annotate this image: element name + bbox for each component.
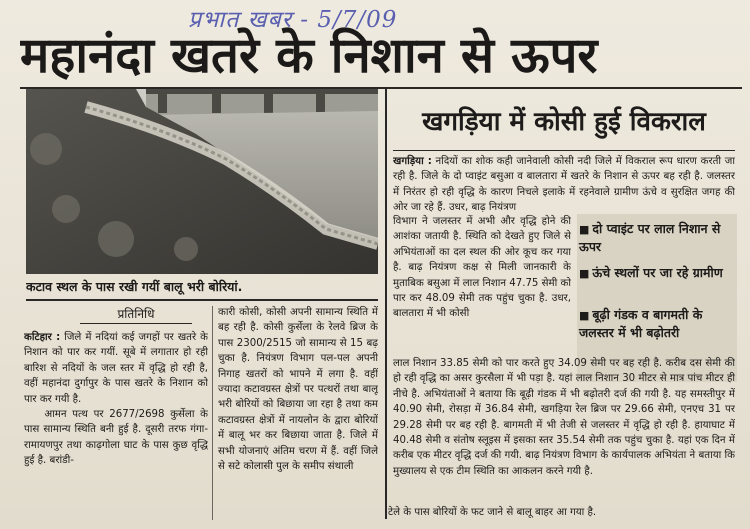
bullet-icon: ■	[579, 267, 590, 280]
handwritten-source-date: प्रभात खबर - 5/7/09	[188, 7, 398, 33]
caption-rule	[26, 299, 378, 301]
left-story-column-2	[218, 305, 378, 520]
left-story-column-1	[24, 330, 208, 520]
story-paragraph: आमन पत्थ पर 2677/2698 कुर्सेला के पास सामान्य स्थिति बनी हुई है. दूसरी तरफ गंगा-रामायणपुर तथा काढ़गोला घाट के पास कुछ वृद्धि हुई है. बरांडी-	[24, 409, 208, 467]
column-divider	[385, 89, 387, 519]
story-text: नदियों का शोक कही जानेवाली कोसी नदी जिले में विकराल रूप धारण करती जा रही है. जिले के दो प्वाइंट बसुआ व बालतारा में खतरे के निशान से ऊपर बह रही है. जलस्तर में निरंतर हो रही वृद्धि के कारण निचले इलाके में रहनेवाले ग्रामीण ऊंचे व सुरक्षित जगह की ओर जा रहे हैं. उधर, बाढ़ नियंत्रण	[393, 156, 735, 214]
photo-illustration	[26, 89, 378, 274]
dateline: खगड़िया :	[393, 156, 432, 167]
highlight-item: ■ बूढ़ी गंडक व बागमती के जलस्तर में भी बढ़ोतरी	[579, 307, 703, 340]
bullet-icon: ■	[579, 309, 590, 322]
story-text: लाल निशान 33.85 सेमी को पार करते हुए 34.09 सेमी पर बह रही है. करीब दस सेमी की हो रही वृद्धि का असर कुरसैला में भी पड़ा है. यहां लाल निशान 30 मीटर से मात्र पांच मीटर ही नीचे है. अभियंताओं ने बताया कि बूढ़ी गंडक में भी बढ़ोतरी दर्ज की गयी है. यह समस्तीपुर में 40.90 सेमी, रोसड़ा में 36.84 सेमी, खगड़िया रेल ब्रिज पर 29.66 सेमी, एनएच 31 पर 29.28 सेमी पर बह रही है. बागमती में भी तेजी से जलस्तर में वृद्धि हो रही है. हायाघाट में 40.48 सेमी व संतोष स्लूइस में इसका स्तर 35.54 सेमी तक पहुंच चुका है. यहां एक दिन में करीब एक मीटर वृद्धि दर्ज की गयी. बाढ़ नियंत्रण विभाग के कार्यपालक अभियंता ने बताया कि मुख्यालय से एक टीम स्थिति का आकलन करने गयी है.	[393, 358, 735, 477]
left-column-divider	[212, 306, 213, 520]
byline: प्रतिनिधि	[80, 305, 192, 324]
story-text: कारी कोसी, कोसी अपनी सामान्य स्थिति में बह रही है. कोसी कुर्सेला के रेलवे ब्रिज के पास 2300/2515 जो सामान्य से 15 बढ़ चुका है. नियंत्रण विभाग पल-पल अपनी निगाह खतरों को भापने में लगा है. वहीं ज्यादा कटावग्रस्त क्षेत्रों पर पत्थरों तथा बालू भरी बोरियों को बिछाया जा रहा है तथा कम कटावग्रस्त क्षेत्रों में नायलोन के द्वारा बोरियों में बालू भर कर बिछाया जाता है. जिले में सभी योजनाएं अंतिम चरण में हैं. वहीं जिले से सटे कोलासी पुल के समीप संथाली	[218, 307, 378, 473]
dateline: कटिहार :	[24, 332, 61, 343]
photo-caption: कटाव स्थल के पास रखी गयीं बालू भरी बोरियां.	[26, 279, 243, 294]
story-text: विभाग ने जलस्तर में अभी और वृद्धि होने की आशंका जतायी है. स्थिति को देखते हुए जिले से अभियंताओं का दल स्थल की ओर कूच कर गया है. बाढ़ नियंत्रण कक्ष से मिली जानकारी के मुताबिक बसुआ में लाल निशान 47.75 सेमी को पार कर 48.09 सेमी तक पहुंच चुका है. उधर, बालतारा में भी कोसी	[393, 216, 571, 320]
main-headline: महानंदा खतरे के निशान से ऊपर	[20, 27, 598, 84]
right-story-headline: खगड़िया में कोसी हुई विकराल	[393, 94, 735, 151]
highlight-item: ■ ऊंचे स्थलों पर जा रहे ग्रामीण	[579, 265, 723, 280]
right-story-intro	[393, 154, 735, 216]
story-text: जिले में नदियां कई जगहों पर खतरे के निशान को पार कर गयीं. सूबे में लगातार हो रही बारिश से नदियों के जल स्तर में वृद्धि हो रही है, वहीं महानंदा दुर्गापुर के पास खतरे के निशान को पार कर गयी है.	[24, 332, 208, 405]
right-story-wide-column	[393, 356, 735, 502]
highlight-item: ■ दो प्वाइंट पर लाल निशान से ऊपर	[579, 221, 721, 254]
bullet-icon: ■	[579, 223, 590, 236]
right-story-narrow-column	[393, 214, 571, 356]
news-photo-riverbank	[26, 89, 378, 274]
story-footer-text: टेले के पास बोरियों के फट जाने से बालू बाहर आ गया है.	[388, 507, 597, 518]
